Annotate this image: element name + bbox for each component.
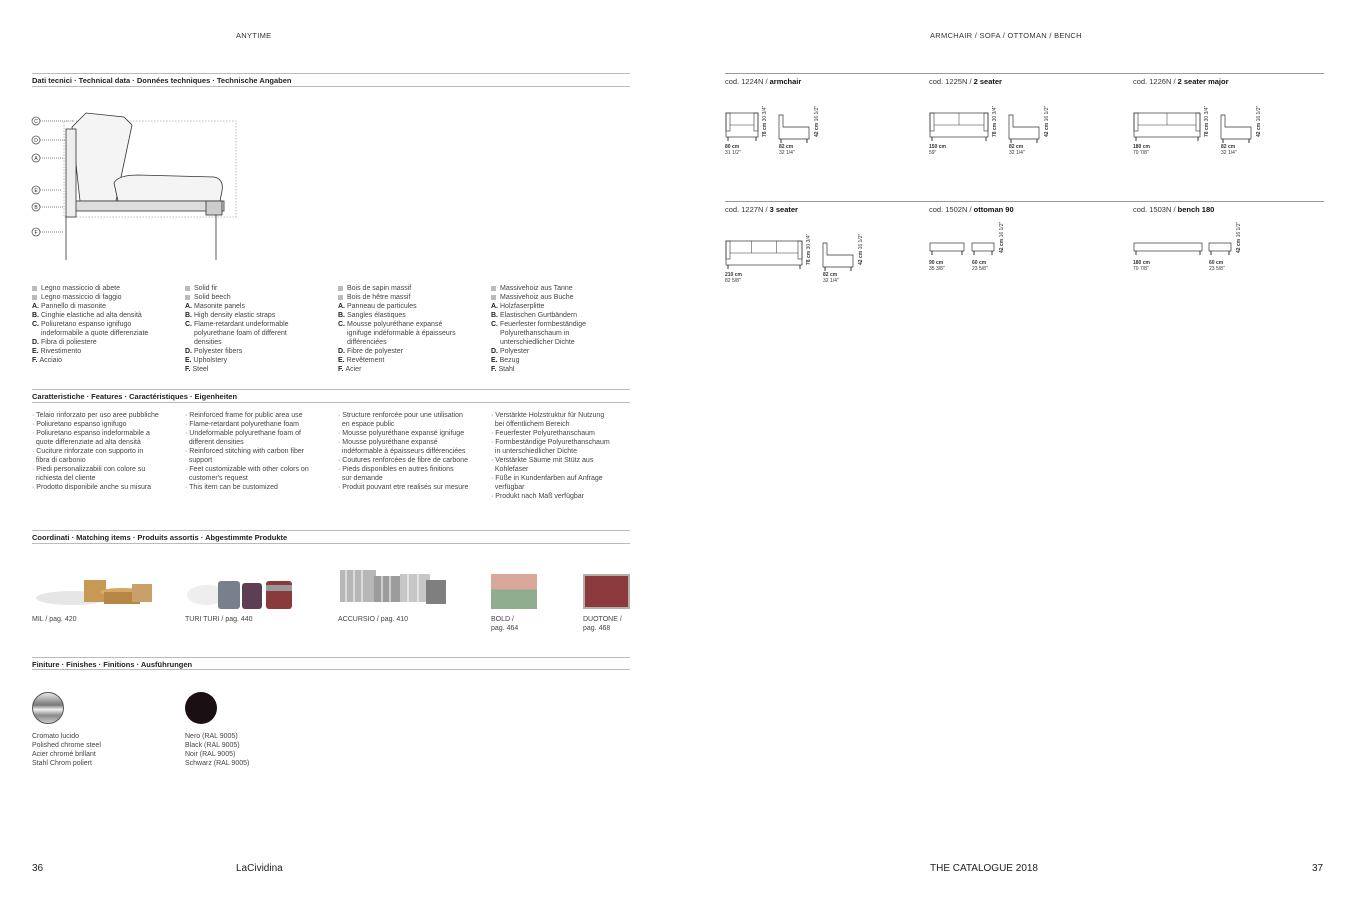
seat-height-dimension: 42 cm 16 1/2" xyxy=(1256,105,1262,137)
feature-line: · Verstärkte Holzstruktur für Nutzung xyxy=(491,412,605,419)
finish-chrome-label: Cromato lucido Polished chrome steel Acier chromé brillant Stahl Chrom poliert xyxy=(32,733,101,767)
width-dimension: 180 cm 70 7/8" xyxy=(1133,144,1150,156)
feature-line: Kohlefaser xyxy=(491,466,529,473)
feature-line: sur demande xyxy=(338,475,383,482)
width-dimension: 90 cm 35 3/8" xyxy=(929,260,945,272)
feature-line: bei öffentlichem Bereich xyxy=(491,421,570,428)
brand-name: LaCividina xyxy=(236,863,283,874)
diagram-label-b: B xyxy=(34,205,38,211)
product-drawing xyxy=(929,99,1129,149)
features-column-1 xyxy=(32,411,159,492)
right-page-number: 37 xyxy=(1312,863,1324,874)
feature-line: · Reinforced frame for public area use xyxy=(185,412,303,419)
depth-dimension: 82 cm 32 1/4" xyxy=(779,144,795,156)
finish-black-label: Nero (RAL 9005) Black (RAL 9005) Noir (RAL 9005) Schwarz (RAL 9005) xyxy=(185,733,250,767)
technical-line: Bois de hêtre massif xyxy=(338,293,456,302)
diagram-label-e: E xyxy=(34,188,38,194)
matching-item-duotone[interactable]: DUOTONE / pag. 468 xyxy=(583,616,622,632)
technical-column-4 xyxy=(491,284,586,374)
technical-line: B. High density elastic straps xyxy=(185,312,276,319)
technical-data-title: Dati tecnici · Technical data · Données techniques · Technische Angaben xyxy=(32,76,292,85)
seat-height-dimension: 42 cm 16 1/2" xyxy=(999,221,1005,253)
feature-line: · Mousse polyuréthane expansé ignifuge xyxy=(338,430,465,437)
feature-line: · Undeformable polyurethane foam of xyxy=(185,430,301,437)
technical-line: indeformabile a quote differenziate xyxy=(41,330,149,337)
feature-line: · Mousse polyuréthane expansé xyxy=(338,439,438,446)
technical-line: Polyurethanschaum in xyxy=(500,330,570,337)
technical-line: D. Fibra di poliestere xyxy=(32,339,97,346)
material-square-icon xyxy=(338,286,343,291)
technical-line: ignifuge indéformable à épaisseurs xyxy=(347,330,456,337)
material-square-icon xyxy=(32,295,37,300)
feature-line: · Formbeständige Polyurethanschaum xyxy=(491,439,610,446)
technical-line: F. Acier xyxy=(338,366,362,373)
matching-item-bold[interactable]: BOLD / pag. 464 xyxy=(491,616,519,632)
feature-line: · Cuciture rinforzate con supporto in xyxy=(32,448,144,455)
feature-line: quote differenziate ad alta densità xyxy=(32,439,141,446)
diagram-label-d: D xyxy=(34,138,38,144)
material-square-icon xyxy=(491,286,496,291)
feature-line: · Coutures renforcées de fibre de carbone xyxy=(338,457,468,464)
features-title: Caratteristiche · Features · Caractéristiques · Eigenheiten xyxy=(32,392,238,401)
technical-line: C. Feuerfester formbeständige xyxy=(491,321,586,328)
technical-line: différenciées xyxy=(347,339,387,346)
feature-line: · Telaio rinforzato per uso aree pubbliche xyxy=(32,412,159,419)
feature-line: · Produkt nach Maß verfügbar xyxy=(491,493,584,500)
material-square-icon xyxy=(185,286,190,291)
product-code: cod. 1227N / 3 seater xyxy=(725,205,798,214)
technical-line: B. Sangles élastiques xyxy=(338,312,406,319)
feature-line: richiesta del cliente xyxy=(32,475,96,482)
technical-line: E. Bezug xyxy=(491,357,520,364)
width-dimension: 80 cm 31 1/2" xyxy=(725,144,741,156)
material-square-icon xyxy=(185,295,190,300)
technical-column-1 xyxy=(32,284,148,365)
feature-line: · Füße in Kundenfarben auf Anfrage xyxy=(491,475,603,482)
product-code: cod. 1226N / 2 seater major xyxy=(1133,77,1229,86)
feature-line: · Prodotto disponibile anche su misura xyxy=(32,484,152,491)
product-code: cod. 1502N / ottoman 90 xyxy=(929,205,1014,214)
technical-line: D. Fibre de polyester xyxy=(338,348,404,355)
seat-height-dimension: 42 cm 16 1/2" xyxy=(1044,105,1050,137)
left-page-number: 36 xyxy=(32,863,44,874)
technical-line: B. Elastischen Gurtbändern xyxy=(491,312,578,319)
technical-line: E. Upholstery xyxy=(185,357,228,364)
product-code: cod. 1224N / armchair xyxy=(725,77,802,86)
left-header-title: ANYTIME xyxy=(236,31,272,40)
height-dimension: 78 cm 30 3/4" xyxy=(806,233,812,265)
finishes-title: Finiture · Finishes · Finitions · Ausführungen xyxy=(32,660,193,669)
technical-line: C. Mousse polyuréthane expansé xyxy=(338,321,443,328)
feature-line: · Feet customizable with other colors on xyxy=(185,466,309,473)
technical-line: F. Stahl xyxy=(491,366,515,373)
right-header-title: ARMCHAIR / SOFA / OTTOMAN / BENCH xyxy=(930,31,1082,40)
feature-line: · Verstärkte Säume mit Stütz aus xyxy=(491,457,594,464)
technical-column-3 xyxy=(338,284,456,374)
technical-line: Solid beech xyxy=(185,293,289,302)
product-drawing xyxy=(1133,215,1333,265)
feature-line: verfügbar xyxy=(491,484,525,491)
material-square-icon xyxy=(338,295,343,300)
height-dimension: 78 cm 30 3/4" xyxy=(992,105,998,137)
product-drawing xyxy=(725,227,925,277)
feature-line: different densities xyxy=(185,439,244,446)
features-column-4 xyxy=(491,411,610,501)
feature-line: · Pieds disponibles en autres finitions xyxy=(338,466,454,473)
matching-title: Coordinati · Matching items · Produits assortis · Abgestimmte Produkte xyxy=(32,533,288,542)
features-column-3 xyxy=(338,411,468,492)
technical-line: E. Revêtement xyxy=(338,357,385,364)
feature-line: · Reinforced stitching with carbon fiber xyxy=(185,448,305,455)
catalogue-title: THE CATALOGUE 2018 xyxy=(930,863,1038,874)
feature-line: in unterschiedlicher Dichte xyxy=(491,448,577,455)
matching-item-mil[interactable]: MIL / pag. 420 xyxy=(32,616,77,623)
technical-line: D. Polyester fibers xyxy=(185,348,243,355)
diagram-label-a: A xyxy=(34,156,38,162)
features-column-2 xyxy=(185,411,309,492)
turi-turi-thumbnail xyxy=(182,575,310,611)
feature-line: · Feuerfester Polyurethanschaum xyxy=(491,430,595,437)
seat-height-dimension: 42 cm 16 1/2" xyxy=(858,233,864,265)
feature-line: · Poliuretano espanso indeformabile a xyxy=(32,430,150,437)
width-dimension: 210 cm 82 5/8" xyxy=(725,272,742,284)
technical-line: F. Steel xyxy=(185,366,209,373)
matching-item-turi-turi[interactable]: TURI TURI / pag. 440 xyxy=(185,616,253,623)
technical-line: Legno massiccio di faggio xyxy=(32,293,148,302)
height-dimension: 78 cm 30 3/4" xyxy=(1204,105,1210,137)
seat-height-dimension: 42 cm 16 1/2" xyxy=(814,105,820,137)
technical-line: D. Polyester xyxy=(491,348,530,355)
height-dimension: 78 cm 30 3/4" xyxy=(762,105,768,137)
section-diagram xyxy=(28,105,238,265)
product-drawing xyxy=(1133,99,1333,149)
seat-height-dimension: 42 cm 16 1/2" xyxy=(1236,221,1242,253)
technical-line: Massivehoiz aus Buche xyxy=(491,293,586,302)
width-dimension: 150 cm 59" xyxy=(929,144,946,156)
technical-line: C. Flame-retardant undeformable xyxy=(185,321,289,328)
depth-dimension: 60 cm 23 5/8" xyxy=(1209,260,1225,272)
feature-line: indéformable à épaisseurs différenciées xyxy=(338,448,466,455)
technical-line: Bois de sapin massif xyxy=(338,284,456,293)
feature-line: · Piedi personalizzabili con colore su xyxy=(32,466,146,473)
technical-line: E. Rivestimento xyxy=(32,348,82,355)
feature-line: · Poliuretano espanso ignifugo xyxy=(32,421,127,428)
technical-line: polyurethane foam of different xyxy=(194,330,287,337)
duotone-thumbnail xyxy=(583,574,630,609)
technical-line: Legno massiccio di abete xyxy=(32,284,148,293)
accursio-thumbnail xyxy=(338,568,450,608)
technical-line: F. Acciaio xyxy=(32,357,63,364)
feature-line: fibra di carbonio xyxy=(32,457,86,464)
bold-thumbnail xyxy=(491,574,537,609)
product-code: cod. 1225N / 2 seater xyxy=(929,77,1002,86)
feature-line: · Flame-retardant polyurethane foam xyxy=(185,421,299,428)
technical-line: unterschiedlicher Dichte xyxy=(500,339,575,346)
technical-line: C. Poliuretano espanso ignifugo xyxy=(32,321,132,328)
depth-dimension: 60 cm 23 5/8" xyxy=(972,260,988,272)
technical-line: A. Holzfaserplitte xyxy=(491,303,545,310)
depth-dimension: 82 cm 32 1/4" xyxy=(1221,144,1237,156)
technical-line: B. Cinghie elastiche ad alta densità xyxy=(32,312,142,319)
feature-line: · This item can be customized xyxy=(185,484,278,491)
product-drawing xyxy=(725,99,925,149)
material-square-icon xyxy=(491,295,496,300)
black-swatch xyxy=(185,692,217,724)
feature-line: · Produit pouvant etre realisés sur mesure xyxy=(338,484,469,491)
technical-line: Massivehoiz aus Tanne xyxy=(491,284,586,293)
technical-line: A. Pannello di masonite xyxy=(32,303,106,310)
mil-thumbnail xyxy=(32,570,157,610)
chrome-swatch xyxy=(32,692,64,724)
matching-item-accursio[interactable]: ACCURSIO / pag. 410 xyxy=(338,616,409,623)
feature-line: support xyxy=(185,457,213,464)
depth-dimension: 82 cm 32 1/4" xyxy=(1009,144,1025,156)
material-square-icon xyxy=(32,286,37,291)
feature-line: en espace public xyxy=(338,421,395,428)
product-drawing xyxy=(929,215,1129,265)
technical-line: A. Panneau de particules xyxy=(338,303,417,310)
feature-line: · Structure renforcée pour une utilisation xyxy=(338,412,463,419)
technical-line: densities xyxy=(194,339,222,346)
technical-line: Solid fir xyxy=(185,284,289,293)
technical-line: A. Masonite panels xyxy=(185,303,245,310)
depth-dimension: 82 cm 32 1/4" xyxy=(823,272,839,284)
diagram-label-c: C xyxy=(34,119,38,125)
technical-column-2 xyxy=(185,284,289,374)
feature-line: customer's request xyxy=(185,475,248,482)
product-code: cod. 1503N / bench 180 xyxy=(1133,205,1215,214)
width-dimension: 180 cm 70 7/8" xyxy=(1133,260,1150,272)
diagram-label-f: F xyxy=(34,230,38,236)
